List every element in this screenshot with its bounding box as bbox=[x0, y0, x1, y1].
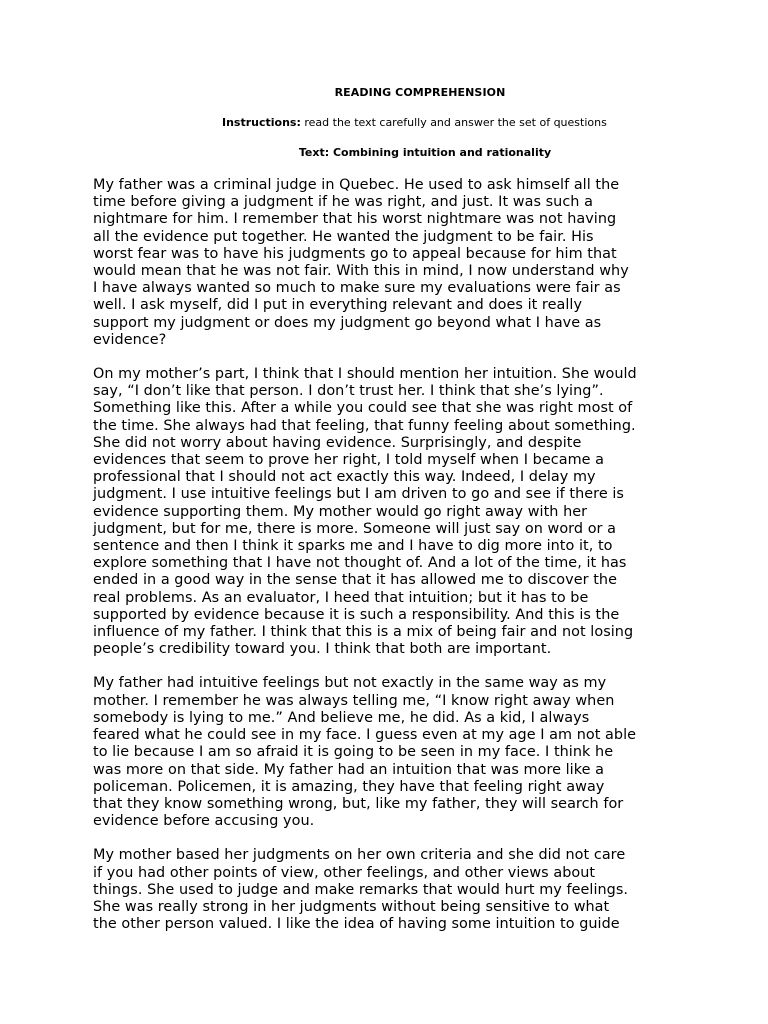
paragraph-line: My mother based her judgments on her own criteria and she did not care bbox=[93, 847, 626, 864]
body-text bbox=[93, 177, 683, 950]
paragraph-line: On my mother’s part, I think that I should mention her intuition. She would bbox=[93, 366, 637, 383]
paragraph-line: real problems. As an evaluator, I heed that intuition; but it has to be bbox=[93, 589, 589, 606]
paragraph-line: professional that I should not act exactly this way. Indeed, I delay my bbox=[93, 469, 596, 486]
paragraph-line: She was really strong in her judgments without being sensitive to what bbox=[93, 898, 610, 915]
paragraph-line: if you had other points of view, other feelings, and other views about bbox=[93, 864, 596, 881]
paragraph-line: somebody is lying to me.” And believe me, he did. As a kid, I always bbox=[93, 709, 590, 726]
paragraph bbox=[93, 675, 683, 830]
instructions-label: Instructions: bbox=[222, 116, 301, 129]
paragraph-line: time before giving a judgment if he was right, and just. It was such a bbox=[93, 194, 593, 211]
paragraph-line: My father had intuitive feelings but not exactly in the same way as my bbox=[93, 675, 607, 692]
paragraph bbox=[93, 177, 683, 349]
paragraph-line: She did not worry about having evidence. Surprisingly, and despite bbox=[93, 434, 582, 451]
paragraph-line: say, “I don’t like that person. I don’t trust her. I think that she’s lying”. bbox=[93, 383, 604, 400]
paragraph-line: nightmare for him. I remember that his worst nightmare was not having bbox=[93, 211, 617, 228]
paragraph-line: all the evidence put together. He wanted the judgment to be fair. His bbox=[93, 228, 594, 245]
paragraph-line: the other person valued. I like the idea of having some intuition to guide bbox=[93, 916, 620, 933]
paragraph-line: I have always wanted so much to make sure my evaluations were fair as bbox=[93, 280, 621, 297]
paragraph-line: would mean that he was not fair. With this in mind, I now understand why bbox=[93, 263, 629, 280]
paragraph-line: evidences that seem to prove her right, I told myself when I became a bbox=[93, 452, 605, 469]
paragraph-line: the time. She always had that feeling, that funny feeling about something. bbox=[93, 417, 636, 434]
paragraph-line: influence of my father. I think that this is a mix of being fair and not losing bbox=[93, 624, 634, 641]
paragraph-line: feared what he could see in my face. I guess even at my age I am not able bbox=[93, 727, 637, 744]
instructions-text: read the text carefully and answer the set of questions bbox=[300, 116, 607, 129]
paragraph bbox=[93, 366, 683, 658]
paragraph-line: things. She used to judge and make remarks that would hurt my feelings. bbox=[93, 881, 629, 898]
paragraph-line: people’s credibility toward you. I think that both are important. bbox=[93, 641, 552, 658]
text-heading: Text: Combining intuition and rationality bbox=[298, 146, 552, 159]
paragraph-line: to lie because I am so afraid it is going to be seen in my face. I think he bbox=[93, 744, 614, 761]
paragraph-line: policeman. Policemen, it is amazing, they have that feeling right away bbox=[93, 778, 605, 795]
paragraph-line: ended in a good way in the sense that it has allowed me to discover the bbox=[93, 572, 617, 589]
paragraph-line: mother. I remember he was always telling me, “I know right away when bbox=[93, 692, 615, 709]
paragraph-line: was more on that side. My father had an intuition that was more like a bbox=[93, 761, 604, 778]
paragraph-line: judgment. I use intuitive feelings but I am driven to go and see if there is bbox=[93, 486, 624, 503]
paragraph-line: sentence and then I think it sparks me and I have to dig more into it, to bbox=[93, 538, 613, 555]
paragraph-line: well. I ask myself, did I put in everything relevant and does it really bbox=[93, 297, 583, 314]
paragraph-line: evidence supporting them. My mother would go right away with her bbox=[93, 503, 588, 520]
instructions-line bbox=[222, 116, 607, 130]
paragraph-line: Something like this. After a while you could see that she was right most of bbox=[93, 400, 633, 417]
paragraph-line: worst fear was to have his judgments go to appeal because for him that bbox=[93, 245, 617, 262]
paragraph-line: explore something that I have not thought of. And a lot of the time, it has bbox=[93, 555, 627, 572]
paragraph-line: judgment, but for me, there is more. Someone will just say on word or a bbox=[93, 520, 617, 537]
document-title: READING COMPREHENSION bbox=[334, 86, 506, 99]
paragraph-line: My father was a criminal judge in Quebec. He used to ask himself all the bbox=[93, 177, 620, 193]
paragraph-line: support my judgment or does my judgment go beyond what I have as bbox=[93, 314, 602, 331]
paragraph bbox=[93, 847, 683, 933]
paragraph-line: evidence before accusing you. bbox=[93, 813, 315, 830]
paragraph-line: that they know something wrong, but, like my father, they will search for bbox=[93, 795, 624, 812]
paragraph-line: supported by evidence because it is such a responsibility. And this is the bbox=[93, 606, 620, 623]
paragraph-line: evidence? bbox=[93, 331, 167, 348]
